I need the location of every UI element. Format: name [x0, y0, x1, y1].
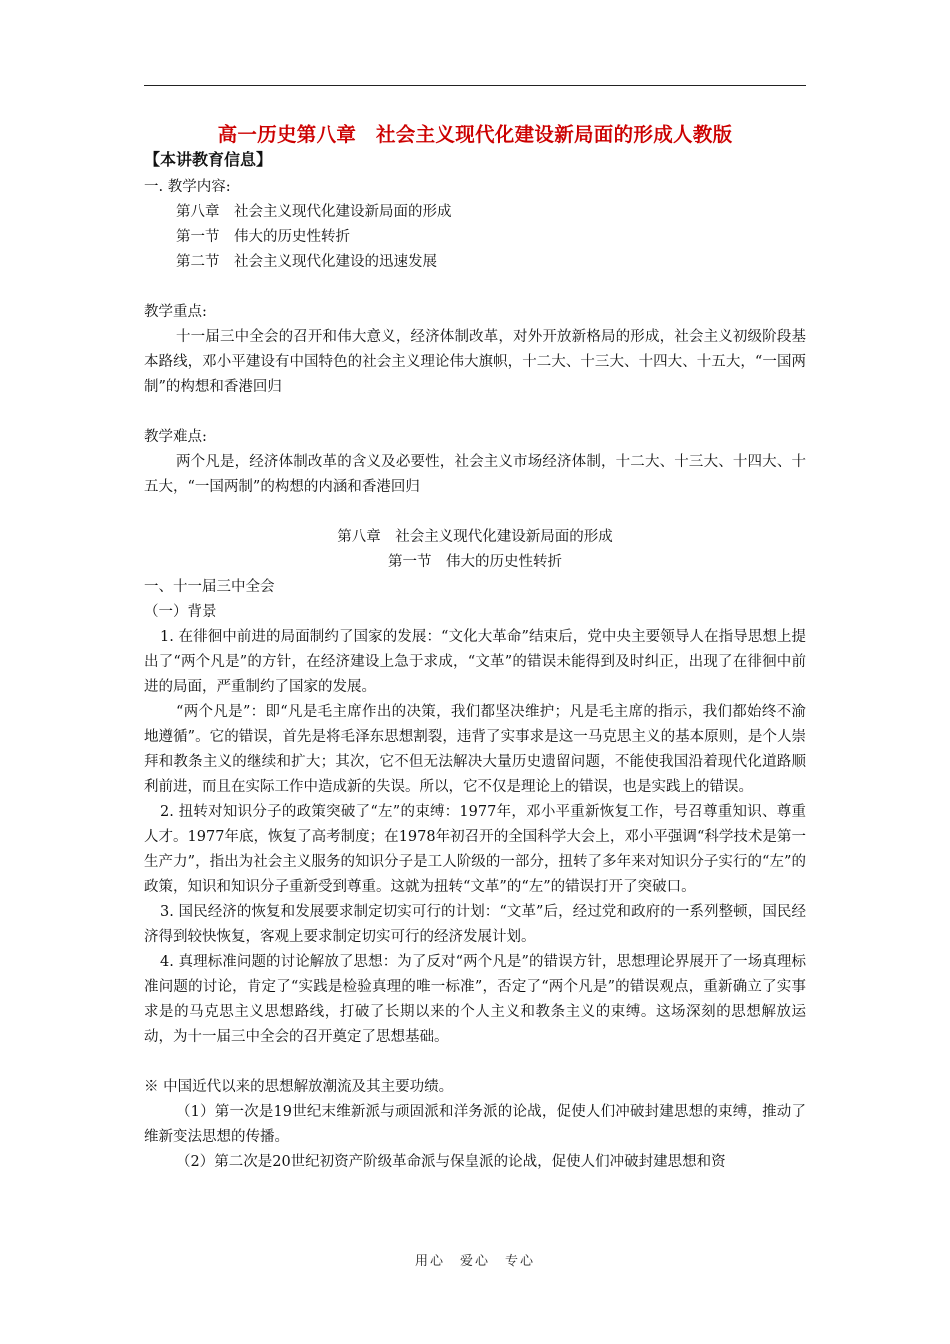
part1-heading: 一、十一届三中全会	[144, 579, 275, 595]
content-item-chapter: 第八章 社会主义现代化建设新局面的形成	[176, 204, 452, 220]
header-rule	[144, 85, 806, 86]
focus-label: 教学重点:	[144, 304, 207, 320]
sub1-heading: （一）背景	[144, 604, 217, 620]
content-item-section2: 第二节 社会主义现代化建设的迅速发展	[176, 254, 437, 270]
note-heading: ※ 中国近代以来的思想解放潮流及其主要功绩。	[144, 1079, 454, 1095]
difficulty-text: 两个凡是，经济体制改革的含义及必要性，社会主义市场经济体制，十二大、十三大、十四大、十五大，“一国两制”的构想的内涵和香港回归	[144, 454, 806, 495]
page-footer: 用心 爱心 专心	[414, 1254, 535, 1269]
info-header: 【本讲教育信息】	[144, 150, 273, 169]
difficulty-label: 教学难点:	[144, 429, 207, 445]
section-heading: 第一节 伟大的历史性转折	[388, 554, 562, 570]
note-item-2: （2）第二次是20世纪初资产阶级革命派与保皇派的论战，促使人们冲破封建思想和资	[176, 1154, 726, 1170]
chapter-heading: 第八章 社会主义现代化建设新局面的形成	[337, 529, 613, 545]
document-body	[144, 175, 806, 1175]
content-item-section1: 第一节 伟大的历史性转折	[176, 229, 350, 245]
paragraph-1b: “两个凡是”：即“凡是毛主席作出的决策，我们都坚决维护；凡是毛主席的指示，我们都始终不渝地遵循”。它的错误，首先是将毛泽东思想割裂，违背了实事求是这一马克思主义的基本原则，是个人崇拜和教条主义的继续和扩大；其次，它不但无法解决大量历史遗留问题，不能使我国沿着现代化道路顺利前进，而且在实际工作中造成新的失误。所以，它不仅是理论上的错误，也是实践上的错误。	[144, 704, 806, 795]
paragraph-1: 1. 在徘徊中前进的局面制约了国家的发展：“文化大革命”结束后，党中央主要领导人在指导思想上提出了“两个凡是”的方针，在经济建设上急于求成，“文革”的错误未能得到及时纠正，出现了在徘徊中前进的局面，严重制约了国家的发展。	[144, 629, 806, 695]
paragraph-4: 4. 真理标准问题的讨论解放了思想：为了反对“两个凡是”的错误方针，思想理论界展开了一场真理标准问题的讨论，肯定了“实践是检验真理的唯一标准”，否定了“两个凡是”的错误观点，重新确立了实事求是的马克思主义思想路线，打破了长期以来的个人主义和教条主义的束缚。这场深刻的思想解放运动，为十一届三中全会的召开奠定了思想基础。	[144, 954, 806, 1045]
document-title: 高一历史第八章 社会主义现代化建设新局面的形成人教版	[217, 123, 733, 146]
content-label: 一. 教学内容:	[144, 179, 231, 195]
note-item-1: （1）第一次是19世纪末维新派与顽固派和洋务派的论战，促使人们冲破封建思想的束缚，推动了维新变法思想的传播。	[144, 1104, 806, 1145]
focus-text: 十一届三中全会的召开和伟大意义，经济体制改革，对外开放新格局的形成，社会主义初级阶段基本路线，邓小平建设有中国特色的社会主义理论伟大旗帜，十二大、十三大、十四大、十五大，“一国两制”的构想和香港回归	[144, 329, 806, 395]
paragraph-2: 2. 扭转对知识分子的政策突破了“左”的束缚：1977年，邓小平重新恢复工作，号召尊重知识、尊重人才。1977年底，恢复了高考制度；在1978年初召开的全国科学大会上，邓小平强调“科学技术是第一生产力”，指出为社会主义服务的知识分子是工人阶级的一部分，扭转了多年来对知识分子实行的“左”的政策，知识和知识分子重新受到尊重。这就为扭转“文革”的“左”的错误打开了突破口。	[144, 804, 806, 895]
paragraph-3: 3. 国民经济的恢复和发展要求制定切实可行的计划：“文革”后，经过党和政府的一系列整顿，国民经济得到较快恢复，客观上要求制定切实可行的经济发展计划。	[144, 904, 806, 945]
